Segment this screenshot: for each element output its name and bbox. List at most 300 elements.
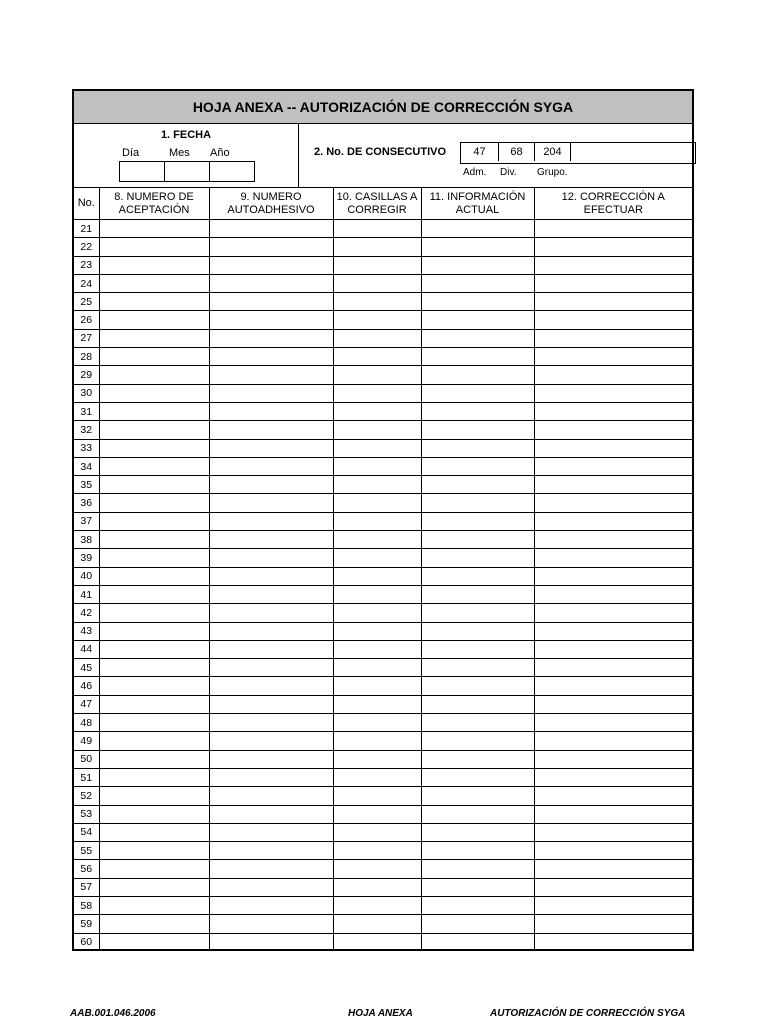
casillas-cell[interactable] bbox=[333, 311, 421, 329]
correccion-cell[interactable] bbox=[534, 384, 692, 402]
correccion-cell[interactable] bbox=[534, 457, 692, 475]
autoadhesivo-cell[interactable] bbox=[209, 366, 333, 384]
col-header-aceptacion: 8. NUMERO DE ACEPTACIÓN bbox=[99, 188, 209, 220]
row-number: 44 bbox=[74, 640, 99, 658]
correccion-cell[interactable] bbox=[534, 439, 692, 457]
informacion-cell[interactable] bbox=[421, 860, 534, 878]
row-number: 45 bbox=[74, 659, 99, 677]
autoadhesivo-cell[interactable] bbox=[209, 604, 333, 622]
casillas-cell[interactable] bbox=[333, 421, 421, 439]
row-number: 40 bbox=[74, 567, 99, 585]
form-title: HOJA ANEXA -- AUTORIZACIÓN DE CORRECCIÓN SYGA bbox=[74, 91, 692, 124]
correction-form bbox=[72, 89, 694, 951]
aceptacion-cell[interactable] bbox=[99, 622, 209, 640]
correccion-cell[interactable] bbox=[534, 567, 692, 585]
aceptacion-cell[interactable] bbox=[99, 293, 209, 311]
aceptacion-cell[interactable] bbox=[99, 915, 209, 933]
informacion-cell[interactable] bbox=[421, 896, 534, 914]
autoadhesivo-cell[interactable] bbox=[209, 494, 333, 512]
autoadhesivo-cell[interactable] bbox=[209, 402, 333, 420]
casillas-cell[interactable] bbox=[333, 860, 421, 878]
casillas-cell[interactable] bbox=[333, 933, 421, 951]
aceptacion-cell[interactable] bbox=[99, 329, 209, 347]
casillas-cell[interactable] bbox=[333, 695, 421, 713]
aceptacion-cell[interactable] bbox=[99, 768, 209, 786]
table-row bbox=[74, 220, 692, 238]
row-number: 31 bbox=[74, 402, 99, 420]
autoadhesivo-cell[interactable] bbox=[209, 585, 333, 603]
table-row bbox=[74, 293, 692, 311]
autoadhesivo-cell[interactable] bbox=[209, 787, 333, 805]
informacion-cell[interactable] bbox=[421, 512, 534, 530]
table-row bbox=[74, 823, 692, 841]
autoadhesivo-cell[interactable] bbox=[209, 915, 333, 933]
casillas-cell[interactable] bbox=[333, 604, 421, 622]
casillas-cell[interactable] bbox=[333, 659, 421, 677]
casillas-cell[interactable] bbox=[333, 567, 421, 585]
casillas-cell[interactable] bbox=[333, 714, 421, 732]
aceptacion-cell[interactable] bbox=[99, 933, 209, 951]
table-row bbox=[74, 659, 692, 677]
informacion-cell[interactable] bbox=[421, 640, 534, 658]
correccion-cell[interactable] bbox=[534, 531, 692, 549]
row-number: 58 bbox=[74, 896, 99, 914]
aceptacion-cell[interactable] bbox=[99, 732, 209, 750]
informacion-cell[interactable] bbox=[421, 366, 534, 384]
autoadhesivo-cell[interactable] bbox=[209, 329, 333, 347]
casillas-cell[interactable] bbox=[333, 549, 421, 567]
table-row bbox=[74, 512, 692, 530]
informacion-cell[interactable] bbox=[421, 421, 534, 439]
autoadhesivo-cell[interactable] bbox=[209, 311, 333, 329]
autoadhesivo-cell[interactable] bbox=[209, 457, 333, 475]
casillas-cell[interactable] bbox=[333, 842, 421, 860]
casillas-cell[interactable] bbox=[333, 585, 421, 603]
mes-field[interactable] bbox=[165, 162, 210, 181]
correccion-cell[interactable] bbox=[534, 732, 692, 750]
table-row bbox=[74, 238, 692, 256]
fecha-boxes bbox=[119, 161, 255, 182]
casillas-cell[interactable] bbox=[333, 220, 421, 238]
casillas-cell[interactable] bbox=[333, 732, 421, 750]
correccion-cell[interactable] bbox=[534, 823, 692, 841]
table-row bbox=[74, 585, 692, 603]
row-number: 36 bbox=[74, 494, 99, 512]
correccion-cell[interactable] bbox=[534, 714, 692, 732]
informacion-cell[interactable] bbox=[421, 714, 534, 732]
row-number: 33 bbox=[74, 439, 99, 457]
table-row bbox=[74, 567, 692, 585]
table-row bbox=[74, 750, 692, 768]
autoadhesivo-cell[interactable] bbox=[209, 677, 333, 695]
row-number: 55 bbox=[74, 842, 99, 860]
casillas-cell[interactable] bbox=[333, 238, 421, 256]
aceptacion-cell[interactable] bbox=[99, 823, 209, 841]
aceptacion-cell[interactable] bbox=[99, 549, 209, 567]
autoadhesivo-cell[interactable] bbox=[209, 531, 333, 549]
informacion-cell[interactable] bbox=[421, 567, 534, 585]
consecutivo-boxes bbox=[460, 142, 696, 164]
informacion-cell[interactable] bbox=[421, 604, 534, 622]
row-number: 37 bbox=[74, 512, 99, 530]
col-header-informacion: 11. INFORMACIÓN ACTUAL bbox=[421, 188, 534, 220]
correccion-cell[interactable] bbox=[534, 256, 692, 274]
informacion-cell[interactable] bbox=[421, 732, 534, 750]
aceptacion-cell[interactable] bbox=[99, 366, 209, 384]
correccion-cell[interactable] bbox=[534, 311, 692, 329]
consecutivo-label: 2. No. DE CONSECUTIVO bbox=[314, 146, 447, 158]
autoadhesivo-cell[interactable] bbox=[209, 896, 333, 914]
table-row bbox=[74, 640, 692, 658]
informacion-cell[interactable] bbox=[421, 348, 534, 366]
informacion-cell[interactable] bbox=[421, 274, 534, 292]
row-number: 56 bbox=[74, 860, 99, 878]
informacion-cell[interactable] bbox=[421, 457, 534, 475]
correccion-cell[interactable] bbox=[534, 512, 692, 530]
aceptacion-cell[interactable] bbox=[99, 896, 209, 914]
table-row bbox=[74, 366, 692, 384]
row-number: 60 bbox=[74, 933, 99, 951]
row-number: 21 bbox=[74, 220, 99, 238]
casillas-cell[interactable] bbox=[333, 896, 421, 914]
autoadhesivo-cell[interactable] bbox=[209, 439, 333, 457]
correccion-cell[interactable] bbox=[534, 220, 692, 238]
row-number: 32 bbox=[74, 421, 99, 439]
casillas-cell[interactable] bbox=[333, 640, 421, 658]
consecutivo-extra-field[interactable] bbox=[571, 143, 695, 161]
ano-label: Año bbox=[210, 147, 230, 159]
row-number: 51 bbox=[74, 768, 99, 786]
aceptacion-cell[interactable] bbox=[99, 439, 209, 457]
aceptacion-cell[interactable] bbox=[99, 238, 209, 256]
table-row bbox=[74, 604, 692, 622]
row-number: 42 bbox=[74, 604, 99, 622]
row-number: 54 bbox=[74, 823, 99, 841]
casillas-cell[interactable] bbox=[333, 677, 421, 695]
informacion-cell[interactable] bbox=[421, 805, 534, 823]
correccion-cell[interactable] bbox=[534, 878, 692, 896]
aceptacion-cell[interactable] bbox=[99, 805, 209, 823]
autoadhesivo-cell[interactable] bbox=[209, 256, 333, 274]
table-row bbox=[74, 714, 692, 732]
row-number: 30 bbox=[74, 384, 99, 402]
col-header-autoadhesivo: 9. NUMERO AUTOADHESIVO bbox=[209, 188, 333, 220]
autoadhesivo-cell[interactable] bbox=[209, 714, 333, 732]
autoadhesivo-cell[interactable] bbox=[209, 220, 333, 238]
autoadhesivo-cell[interactable] bbox=[209, 476, 333, 494]
informacion-cell[interactable] bbox=[421, 439, 534, 457]
form-header bbox=[74, 124, 692, 188]
casillas-cell[interactable] bbox=[333, 531, 421, 549]
aceptacion-cell[interactable] bbox=[99, 476, 209, 494]
aceptacion-cell[interactable] bbox=[99, 677, 209, 695]
correccion-cell[interactable] bbox=[534, 604, 692, 622]
table-row bbox=[74, 384, 692, 402]
row-number: 35 bbox=[74, 476, 99, 494]
casillas-cell[interactable] bbox=[333, 878, 421, 896]
casillas-cell[interactable] bbox=[333, 805, 421, 823]
aceptacion-cell[interactable] bbox=[99, 659, 209, 677]
correccion-cell[interactable] bbox=[534, 274, 692, 292]
correccion-cell[interactable] bbox=[534, 238, 692, 256]
aceptacion-cell[interactable] bbox=[99, 842, 209, 860]
informacion-cell[interactable] bbox=[421, 823, 534, 841]
casillas-cell[interactable] bbox=[333, 768, 421, 786]
row-number: 29 bbox=[74, 366, 99, 384]
casillas-cell[interactable] bbox=[333, 494, 421, 512]
informacion-cell[interactable] bbox=[421, 494, 534, 512]
aceptacion-cell[interactable] bbox=[99, 567, 209, 585]
row-number: 48 bbox=[74, 714, 99, 732]
correccion-cell[interactable] bbox=[534, 366, 692, 384]
table-row bbox=[74, 732, 692, 750]
autoadhesivo-cell[interactable] bbox=[209, 238, 333, 256]
div-caption: Div. bbox=[500, 167, 517, 178]
fecha-section bbox=[74, 124, 299, 187]
row-number: 57 bbox=[74, 878, 99, 896]
aceptacion-cell[interactable] bbox=[99, 256, 209, 274]
aceptacion-cell[interactable] bbox=[99, 274, 209, 292]
table-row bbox=[74, 329, 692, 347]
table-row bbox=[74, 421, 692, 439]
table-header-row bbox=[74, 188, 692, 220]
table-row bbox=[74, 622, 692, 640]
table-row bbox=[74, 787, 692, 805]
table-row bbox=[74, 531, 692, 549]
informacion-cell[interactable] bbox=[421, 933, 534, 951]
correccion-cell[interactable] bbox=[534, 842, 692, 860]
informacion-cell[interactable] bbox=[421, 311, 534, 329]
informacion-cell[interactable] bbox=[421, 256, 534, 274]
casillas-cell[interactable] bbox=[333, 293, 421, 311]
casillas-cell[interactable] bbox=[333, 823, 421, 841]
autoadhesivo-cell[interactable] bbox=[209, 348, 333, 366]
footer-right: AUTORIZACIÓN DE CORRECCIÓN SYGA bbox=[490, 1008, 686, 1019]
aceptacion-cell[interactable] bbox=[99, 457, 209, 475]
aceptacion-cell[interactable] bbox=[99, 384, 209, 402]
table-row bbox=[74, 860, 692, 878]
footer-code: AAB.001.046.2006 bbox=[70, 1008, 156, 1019]
correccion-cell[interactable] bbox=[534, 421, 692, 439]
adm-field[interactable]: 47 bbox=[461, 143, 499, 161]
casillas-cell[interactable] bbox=[333, 274, 421, 292]
row-number: 59 bbox=[74, 915, 99, 933]
autoadhesivo-cell[interactable] bbox=[209, 933, 333, 951]
autoadhesivo-cell[interactable] bbox=[209, 695, 333, 713]
correccion-cell[interactable] bbox=[534, 622, 692, 640]
aceptacion-cell[interactable] bbox=[99, 750, 209, 768]
dia-field[interactable] bbox=[120, 162, 165, 181]
informacion-cell[interactable] bbox=[421, 220, 534, 238]
autoadhesivo-cell[interactable] bbox=[209, 293, 333, 311]
row-number: 24 bbox=[74, 274, 99, 292]
table-row bbox=[74, 457, 692, 475]
correccion-cell[interactable] bbox=[534, 805, 692, 823]
adm-caption: Adm. bbox=[463, 167, 487, 178]
aceptacion-cell[interactable] bbox=[99, 531, 209, 549]
row-number: 39 bbox=[74, 549, 99, 567]
row-number: 47 bbox=[74, 695, 99, 713]
autoadhesivo-cell[interactable] bbox=[209, 622, 333, 640]
aceptacion-cell[interactable] bbox=[99, 311, 209, 329]
correccion-cell[interactable] bbox=[534, 329, 692, 347]
informacion-cell[interactable] bbox=[421, 476, 534, 494]
correccion-cell[interactable] bbox=[534, 549, 692, 567]
informacion-cell[interactable] bbox=[421, 622, 534, 640]
row-number: 28 bbox=[74, 348, 99, 366]
row-number: 34 bbox=[74, 457, 99, 475]
table-row bbox=[74, 842, 692, 860]
row-number: 25 bbox=[74, 293, 99, 311]
correction-table bbox=[74, 188, 692, 951]
row-number: 41 bbox=[74, 585, 99, 603]
col-header-correccion: 12. CORRECCIÓN A EFECTUAR bbox=[534, 188, 692, 220]
casillas-cell[interactable] bbox=[333, 787, 421, 805]
informacion-cell[interactable] bbox=[421, 768, 534, 786]
autoadhesivo-cell[interactable] bbox=[209, 732, 333, 750]
correccion-cell[interactable] bbox=[534, 915, 692, 933]
informacion-cell[interactable] bbox=[421, 329, 534, 347]
informacion-cell[interactable] bbox=[421, 878, 534, 896]
autoadhesivo-cell[interactable] bbox=[209, 640, 333, 658]
table-row bbox=[74, 695, 692, 713]
casillas-cell[interactable] bbox=[333, 622, 421, 640]
table-row bbox=[74, 274, 692, 292]
casillas-cell[interactable] bbox=[333, 256, 421, 274]
row-number: 52 bbox=[74, 787, 99, 805]
aceptacion-cell[interactable] bbox=[99, 787, 209, 805]
autoadhesivo-cell[interactable] bbox=[209, 549, 333, 567]
casillas-cell[interactable] bbox=[333, 402, 421, 420]
informacion-cell[interactable] bbox=[421, 842, 534, 860]
autoadhesivo-cell[interactable] bbox=[209, 421, 333, 439]
casillas-cell[interactable] bbox=[333, 512, 421, 530]
aceptacion-cell[interactable] bbox=[99, 348, 209, 366]
informacion-cell[interactable] bbox=[421, 677, 534, 695]
casillas-cell[interactable] bbox=[333, 915, 421, 933]
casillas-cell[interactable] bbox=[333, 457, 421, 475]
correccion-cell[interactable] bbox=[534, 402, 692, 420]
correccion-cell[interactable] bbox=[534, 787, 692, 805]
footer-middle: HOJA ANEXA bbox=[348, 1008, 413, 1019]
informacion-cell[interactable] bbox=[421, 695, 534, 713]
row-number: 53 bbox=[74, 805, 99, 823]
informacion-cell[interactable] bbox=[421, 915, 534, 933]
informacion-cell[interactable] bbox=[421, 293, 534, 311]
informacion-cell[interactable] bbox=[421, 384, 534, 402]
aceptacion-cell[interactable] bbox=[99, 402, 209, 420]
autoadhesivo-cell[interactable] bbox=[209, 768, 333, 786]
row-number: 27 bbox=[74, 329, 99, 347]
row-number: 43 bbox=[74, 622, 99, 640]
row-number: 49 bbox=[74, 732, 99, 750]
casillas-cell[interactable] bbox=[333, 750, 421, 768]
informacion-cell[interactable] bbox=[421, 402, 534, 420]
correccion-cell[interactable] bbox=[534, 659, 692, 677]
aceptacion-cell[interactable] bbox=[99, 640, 209, 658]
correccion-cell[interactable] bbox=[534, 348, 692, 366]
informacion-cell[interactable] bbox=[421, 659, 534, 677]
table-row bbox=[74, 402, 692, 420]
correccion-cell[interactable] bbox=[534, 640, 692, 658]
correccion-cell[interactable] bbox=[534, 860, 692, 878]
table-row bbox=[74, 878, 692, 896]
informacion-cell[interactable] bbox=[421, 787, 534, 805]
row-number: 22 bbox=[74, 238, 99, 256]
correccion-cell[interactable] bbox=[534, 768, 692, 786]
aceptacion-cell[interactable] bbox=[99, 604, 209, 622]
informacion-cell[interactable] bbox=[421, 750, 534, 768]
aceptacion-cell[interactable] bbox=[99, 714, 209, 732]
autoadhesivo-cell[interactable] bbox=[209, 842, 333, 860]
correccion-cell[interactable] bbox=[534, 750, 692, 768]
table-row bbox=[74, 805, 692, 823]
table-row bbox=[74, 311, 692, 329]
aceptacion-cell[interactable] bbox=[99, 878, 209, 896]
autoadhesivo-cell[interactable] bbox=[209, 384, 333, 402]
autoadhesivo-cell[interactable] bbox=[209, 805, 333, 823]
aceptacion-cell[interactable] bbox=[99, 220, 209, 238]
autoadhesivo-cell[interactable] bbox=[209, 567, 333, 585]
autoadhesivo-cell[interactable] bbox=[209, 750, 333, 768]
autoadhesivo-cell[interactable] bbox=[209, 860, 333, 878]
col-header-casillas: 10. CASILLAS A CORREGIR bbox=[333, 188, 421, 220]
table-row bbox=[74, 348, 692, 366]
correccion-cell[interactable] bbox=[534, 933, 692, 951]
correccion-cell[interactable] bbox=[534, 585, 692, 603]
casillas-cell[interactable] bbox=[333, 348, 421, 366]
informacion-cell[interactable] bbox=[421, 238, 534, 256]
aceptacion-cell[interactable] bbox=[99, 512, 209, 530]
row-number: 23 bbox=[74, 256, 99, 274]
correccion-cell[interactable] bbox=[534, 896, 692, 914]
fecha-label: 1. FECHA bbox=[160, 129, 212, 141]
autoadhesivo-cell[interactable] bbox=[209, 878, 333, 896]
grupo-field[interactable]: 204 bbox=[535, 143, 571, 161]
aceptacion-cell[interactable] bbox=[99, 421, 209, 439]
correccion-cell[interactable] bbox=[534, 677, 692, 695]
correccion-cell[interactable] bbox=[534, 494, 692, 512]
informacion-cell[interactable] bbox=[421, 549, 534, 567]
casillas-cell[interactable] bbox=[333, 476, 421, 494]
casillas-cell[interactable] bbox=[333, 384, 421, 402]
table-row bbox=[74, 915, 692, 933]
casillas-cell[interactable] bbox=[333, 439, 421, 457]
row-number: 46 bbox=[74, 677, 99, 695]
autoadhesivo-cell[interactable] bbox=[209, 823, 333, 841]
aceptacion-cell[interactable] bbox=[99, 494, 209, 512]
table-row bbox=[74, 256, 692, 274]
row-number: 26 bbox=[74, 311, 99, 329]
div-field[interactable]: 68 bbox=[499, 143, 535, 161]
autoadhesivo-cell[interactable] bbox=[209, 659, 333, 677]
informacion-cell[interactable] bbox=[421, 531, 534, 549]
casillas-cell[interactable] bbox=[333, 366, 421, 384]
correccion-cell[interactable] bbox=[534, 476, 692, 494]
informacion-cell[interactable] bbox=[421, 585, 534, 603]
autoadhesivo-cell[interactable] bbox=[209, 274, 333, 292]
autoadhesivo-cell[interactable] bbox=[209, 512, 333, 530]
table-row bbox=[74, 768, 692, 786]
aceptacion-cell[interactable] bbox=[99, 860, 209, 878]
correccion-cell[interactable] bbox=[534, 695, 692, 713]
correccion-cell[interactable] bbox=[534, 293, 692, 311]
aceptacion-cell[interactable] bbox=[99, 695, 209, 713]
aceptacion-cell[interactable] bbox=[99, 585, 209, 603]
casillas-cell[interactable] bbox=[333, 329, 421, 347]
table-row bbox=[74, 549, 692, 567]
ano-field[interactable] bbox=[210, 162, 254, 181]
